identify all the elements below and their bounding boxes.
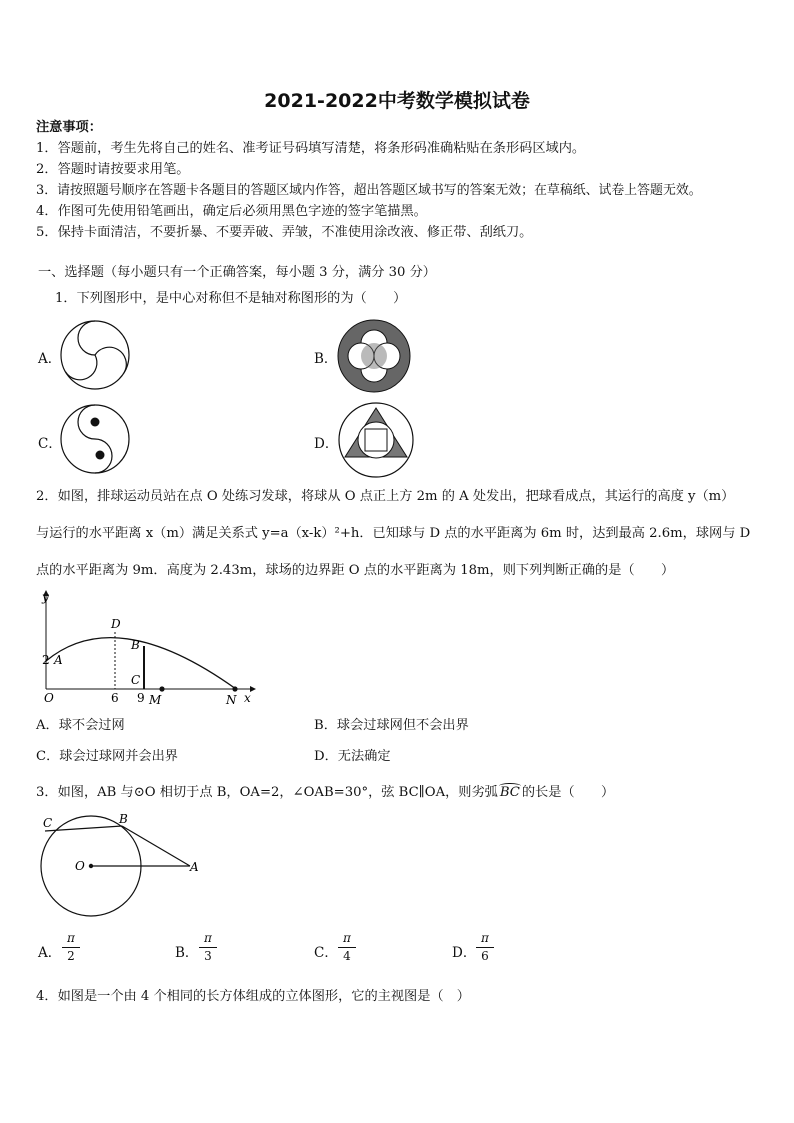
fraction-numerator: π xyxy=(343,931,351,945)
q3-option-c-fraction xyxy=(338,931,356,964)
q3-stem-before: 3．如图，AB 与⊙O 相切于点 B，OA=2，∠OAB=30°，弦 BC∥OA，则劣弧 xyxy=(36,785,498,800)
q2-option-b: B．球会过球网但不会出界 xyxy=(314,718,469,733)
fraction-bar xyxy=(62,947,80,948)
q3-arc-label: BC xyxy=(499,785,520,800)
page-title: 2021-2022中考数学模拟试卷 xyxy=(264,90,530,112)
q2-label-d: D xyxy=(111,617,121,631)
fraction-numerator: π xyxy=(204,931,212,945)
q1-figure-a xyxy=(58,318,136,396)
q2-label-c: C xyxy=(131,673,141,687)
q1-option-c-label: C． xyxy=(38,436,62,452)
arc-mark-icon xyxy=(499,783,521,789)
q2-option-c: C．球会过球网并会出界 xyxy=(36,749,178,764)
q1-figure-c xyxy=(58,402,136,480)
q3-label-a: A xyxy=(190,860,199,874)
q2-label-9: 9 xyxy=(137,691,145,705)
q2-parabola-figure xyxy=(36,588,260,712)
notice-item: 3．请按照题号顺序在答题卡各题目的答题区域内作答，超出答题区域书写的答案无效；在草稿纸、试卷上答题无效。 xyxy=(36,183,702,198)
notice-item: 4．作图可先使用铅笔画出，确定后必须用黑色字迹的签字笔描黑。 xyxy=(36,204,427,219)
fraction-numerator: π xyxy=(481,931,489,945)
q2-stem-line: 与运行的水平距离 x（m）满足关系式 y=a（x-k）²+h．已知球与 D 点的水平距离为 6m 时，达到最高 2.6m，球网与 D xyxy=(36,526,751,541)
fraction-denominator: 3 xyxy=(204,949,212,963)
q2-stem-line: 点的水平距离为 9m．高度为 2.43m，球场的边界距 O 点的水平距离为 18m，则下列判断正确的是（ ） xyxy=(36,563,675,578)
q3-label-b: B xyxy=(119,812,128,826)
q2-label-b: B xyxy=(131,638,140,652)
q2-option-d: D．无法确定 xyxy=(314,749,391,764)
q3-option-d-label: D． xyxy=(452,945,477,961)
q2-label-2: 2 xyxy=(42,653,50,667)
q1-figure-b xyxy=(336,318,414,396)
q2-label-m: M xyxy=(149,693,162,707)
q2-label-6: 6 xyxy=(111,691,119,705)
section-heading: 一、选择题（每小题只有一个正确答案，每小题 3 分，满分 30 分） xyxy=(38,265,436,280)
fraction-bar xyxy=(199,947,217,948)
q3-label-c: C xyxy=(43,816,53,830)
q3-option-a-label: A． xyxy=(38,945,62,961)
q1-figure-d xyxy=(336,400,418,482)
q3-option-b-label: B． xyxy=(175,945,199,961)
q3-option-a-fraction xyxy=(62,931,80,964)
q3-stem xyxy=(36,783,614,803)
q3-option-c-label: C． xyxy=(314,945,338,961)
q3-circle-figure xyxy=(36,812,202,920)
q2-label-o: O xyxy=(44,691,54,705)
q2-label-n: N xyxy=(226,693,237,707)
notice-item: 1．答题前，考生先将自己的姓名、准考证号码填写清楚，将条形码准确粘贴在条形码区域内。 xyxy=(36,141,586,156)
q3-option-d-fraction xyxy=(476,931,494,964)
q1-option-d-label: D． xyxy=(314,436,339,452)
fraction-bar xyxy=(338,947,356,948)
q3-label-o: O xyxy=(75,859,85,873)
q3-stem-after: 的长是（ ） xyxy=(521,785,615,800)
q2-label-y: y xyxy=(42,590,49,604)
q3-arc-bc xyxy=(498,785,522,800)
q1-option-a-label: A． xyxy=(38,351,62,367)
fraction-bar xyxy=(476,947,494,948)
q3-option-b-fraction xyxy=(199,931,217,964)
fraction-denominator: 6 xyxy=(481,949,489,963)
notice-item: 2．答题时请按要求用笔。 xyxy=(36,162,190,177)
q2-option-a: A．球不会过网 xyxy=(36,718,125,733)
fraction-denominator: 2 xyxy=(67,949,75,963)
q4-stem: 4．如图是一个由 4 个相同的长方体组成的立体图形，它的主视图是（ ） xyxy=(36,989,470,1004)
q2-label-x: x xyxy=(244,691,251,705)
fraction-numerator: π xyxy=(67,931,75,945)
q2-label-a: A xyxy=(54,653,63,667)
q2-stem-line: 2．如图，排球运动员站在点 O 处练习发球，将球从 O 点正上方 2m 的 A 处发出，把球看成点，其运行的高度 y（m） xyxy=(36,489,735,504)
q1-option-b-label: B． xyxy=(314,351,338,367)
fraction-denominator: 4 xyxy=(343,949,351,963)
q1-stem: 1．下列图形中，是中心对称但不是轴对称图形的为（ ） xyxy=(55,291,407,306)
notice-heading: 注意事项： xyxy=(36,120,102,135)
notice-item: 5．保持卡面清洁，不要折暴、不要弄破、弄皱，不准使用涂改液、修正带、刮纸刀。 xyxy=(36,225,533,240)
